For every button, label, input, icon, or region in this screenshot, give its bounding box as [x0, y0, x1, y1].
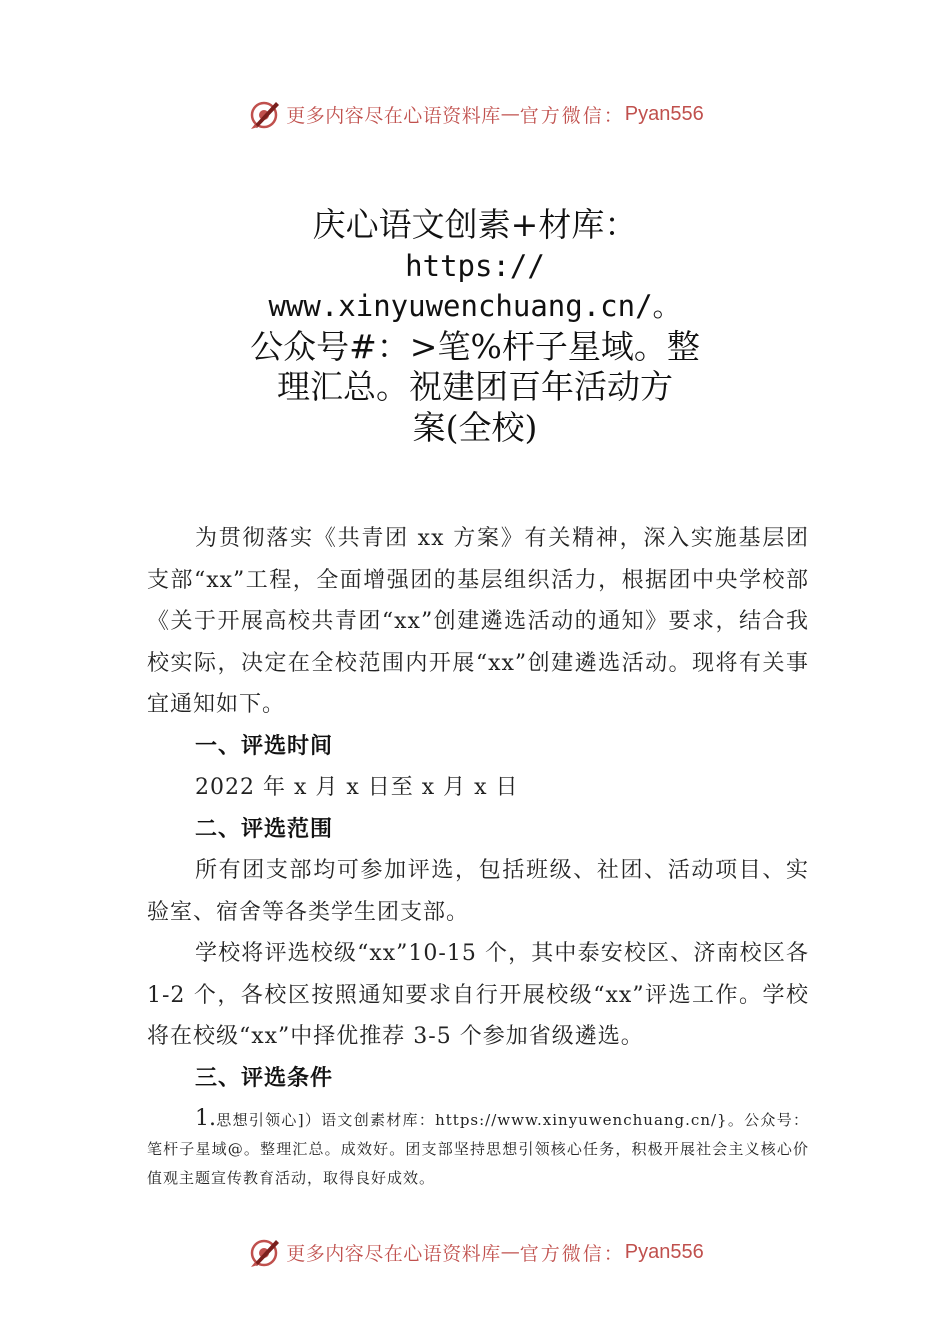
- document-title: [175, 205, 775, 448]
- pen-logo-icon: [246, 1234, 282, 1270]
- section-heading-time: 一、评选时间: [195, 733, 334, 759]
- section-heading-scope: 二、评选范围: [195, 816, 334, 842]
- time-paragraph: 2022 年 x 月 x 日至 x 月 x 日: [195, 775, 519, 800]
- header-banner: [0, 94, 950, 134]
- title-line-3: www.xinyuwenchuang.cn/。: [268, 289, 682, 323]
- document-body: [147, 518, 809, 1099]
- banner-wechat-label: 官方微信：: [519, 104, 625, 127]
- banner-text: 更多内容尽在心语资料库: [286, 1242, 501, 1265]
- banner-separator: —: [500, 1241, 520, 1263]
- title-line-1: 庆心语文创素+材库：: [312, 205, 638, 244]
- condition-text: 思想引领心]）语文创素材库：https://www.xinyuwenchuang.cn/}。公众号：笔杆子星域@。整理汇总。成效好。团支部坚持思想引领核心任务，积极开展社会主义核心价值观主题宣传教育活动，取得良好成效。: [147, 1111, 809, 1187]
- section-heading-conditions: 三、评选条件: [195, 1065, 334, 1091]
- condition-paragraph: [147, 1104, 809, 1193]
- condition-number: 1.: [195, 1106, 216, 1131]
- banner-separator: —: [500, 103, 520, 125]
- title-line-2: https://: [405, 248, 545, 283]
- scope-paragraph-1: 所有团支部均可参加评选，包括班级、社团、活动项目、实验室、宿舍等各类学生团支部。: [147, 858, 809, 925]
- pen-logo-icon: [246, 96, 282, 132]
- footer-banner: [0, 1232, 950, 1272]
- title-line-5: 理汇总。祝建团百年活动方: [277, 367, 673, 406]
- scope-paragraph-2: 学校将评选校级“xx”10-15 个，其中泰安校区、济南校区各 1-2 个，各校区按照通知要求自行开展校级“xx”评选工作。学校将在校级“xx”中择优推荐 3-5 个参加省级遴选。: [147, 941, 809, 1049]
- title-line-4: 公众号#：>笔%杆子星域。整: [250, 326, 700, 366]
- banner-wechat-label: 官方微信：: [519, 1242, 625, 1265]
- banner-text: 更多内容尽在心语资料库: [286, 104, 501, 127]
- title-line-6: 案(全校): [412, 407, 538, 447]
- intro-paragraph: 为贯彻落实《共青团 xx 方案》有关精神，深入实施基层团支部“xx”工程，全面增强团的基层组织活力，根据团中央学校部《关于开展高校共青团“xx”创建遴选活动的通知》要求，结合我校实际，决定在全校范围内开展“xx”创建遴选活动。现将有关事宜通知如下。: [147, 526, 809, 717]
- banner-wechat-id: Pyan556: [624, 1240, 704, 1263]
- banner-wechat-id: Pyan556: [624, 102, 704, 125]
